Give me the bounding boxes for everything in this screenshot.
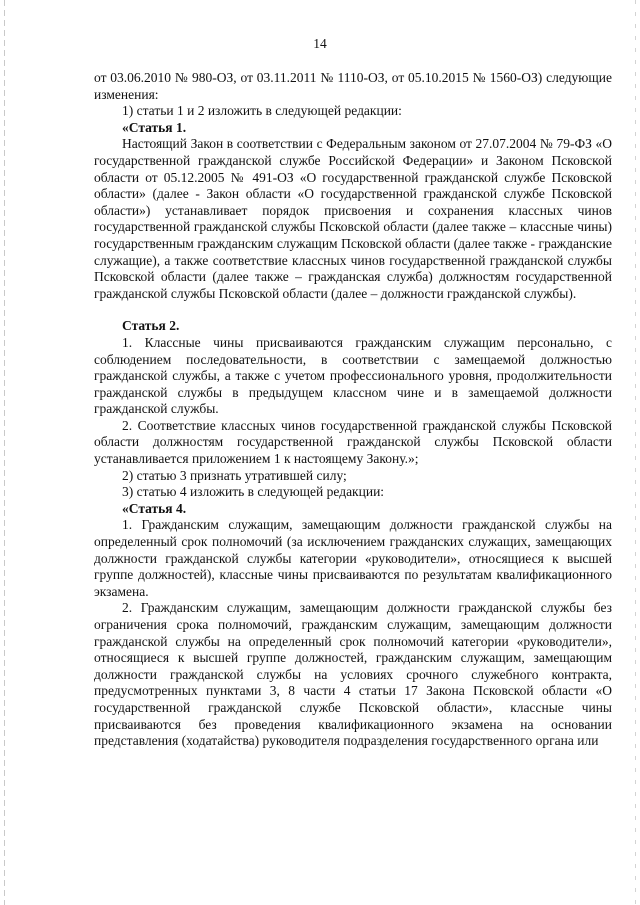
paragraph-item-2: 2) статью 3 признать утратившей силу; (122, 467, 347, 483)
article-1-text: Настоящий Закон в соответствии с Федеральным законом от 27.07.2004 № 79-ФЗ «О государственной гражданской службе Российской Федерации» и Законом Псковской области от 05.12.2005 № 491-ОЗ «О государственной гражданской службе Псковской области» (далее - Закон области «О государственной гражданской службе Псковской области») устанавливает порядок присвоения и сохранения классных чинов государственной гражданской службы Псковской области (далее также – классные чины) государственным гражданским служащим Псковской области (далее также - гражданские служащие), а также соответствие классных чинов государственной гражданской службы Псковской области (далее также – гражданская служба) должностям государственной гражданской службы Псковской области (далее – должности гражданской службы). (94, 136, 612, 301)
paragraph-intro: от 03.06.2010 № 980-ОЗ, от 03.11.2011 № 1110-ОЗ, от 05.10.2015 № 1560-ОЗ) следующие изменения: (94, 70, 612, 102)
paragraph-item-3: 3) статью 4 изложить в следующей редакции: (122, 484, 385, 500)
article-4-heading: «Статья 4. (122, 500, 187, 516)
article-1-heading: «Статья 1. (122, 119, 187, 135)
article-2-part-2: 2. Соответствие классных чинов государственной гражданской службы Псковской области должностям государственной гражданской службы Псковской области устанавливается приложением 1 к настоящему Закону.»; (94, 417, 612, 467)
article-4-part-2: 2. Гражданским служащим, замещающим должности гражданской службы без ограничения срока полномочий, гражданским служащим, замещающим должности гражданской службы на определенный срок полномочий категории «руководители», относящиеся к высшей группе должностей, гражданским служащим, замещающим должности гражданской службы на условиях срочного служебного контракта, предусмотренных пунктами 3, 8 части 4 статьи 17 Закона Псковской области «О государственной гражданской службе Псковской области», классные чины присваиваются без проведения квалификационного экзамена на основании представления (ходатайства) руководителя подразделения государственного органа или (94, 600, 612, 749)
article-2-heading: Статья 2. (122, 318, 180, 334)
document-body (94, 70, 612, 750)
article-4-part-1: 1. Гражданским служащим, замещающим должности гражданской службы на определенный срок полномочий (за исключением гражданских служащих, замещающих должности гражданской службы категории «руководители», относящиеся к высшей группе должностей), классные чины присваиваются по результатам квалификационного экзамена. (94, 517, 612, 599)
article-2-part-1: 1. Классные чины присваиваются гражданским служащим персонально, с соблюдением последовательности, в соответствии с замещаемой должностью гражданской службы, а также с учетом профессионального уровня, продолжительности гражданской службы в предыдущем классном чине и в замещаемой должности гражданской службы. (94, 334, 612, 417)
scan-edge-right (635, 0, 636, 905)
paragraph-item-1: 1) статьи 1 и 2 изложить в следующей редакции: (122, 103, 402, 119)
page-number: 14 (313, 36, 327, 51)
scan-edge-left (4, 0, 5, 905)
